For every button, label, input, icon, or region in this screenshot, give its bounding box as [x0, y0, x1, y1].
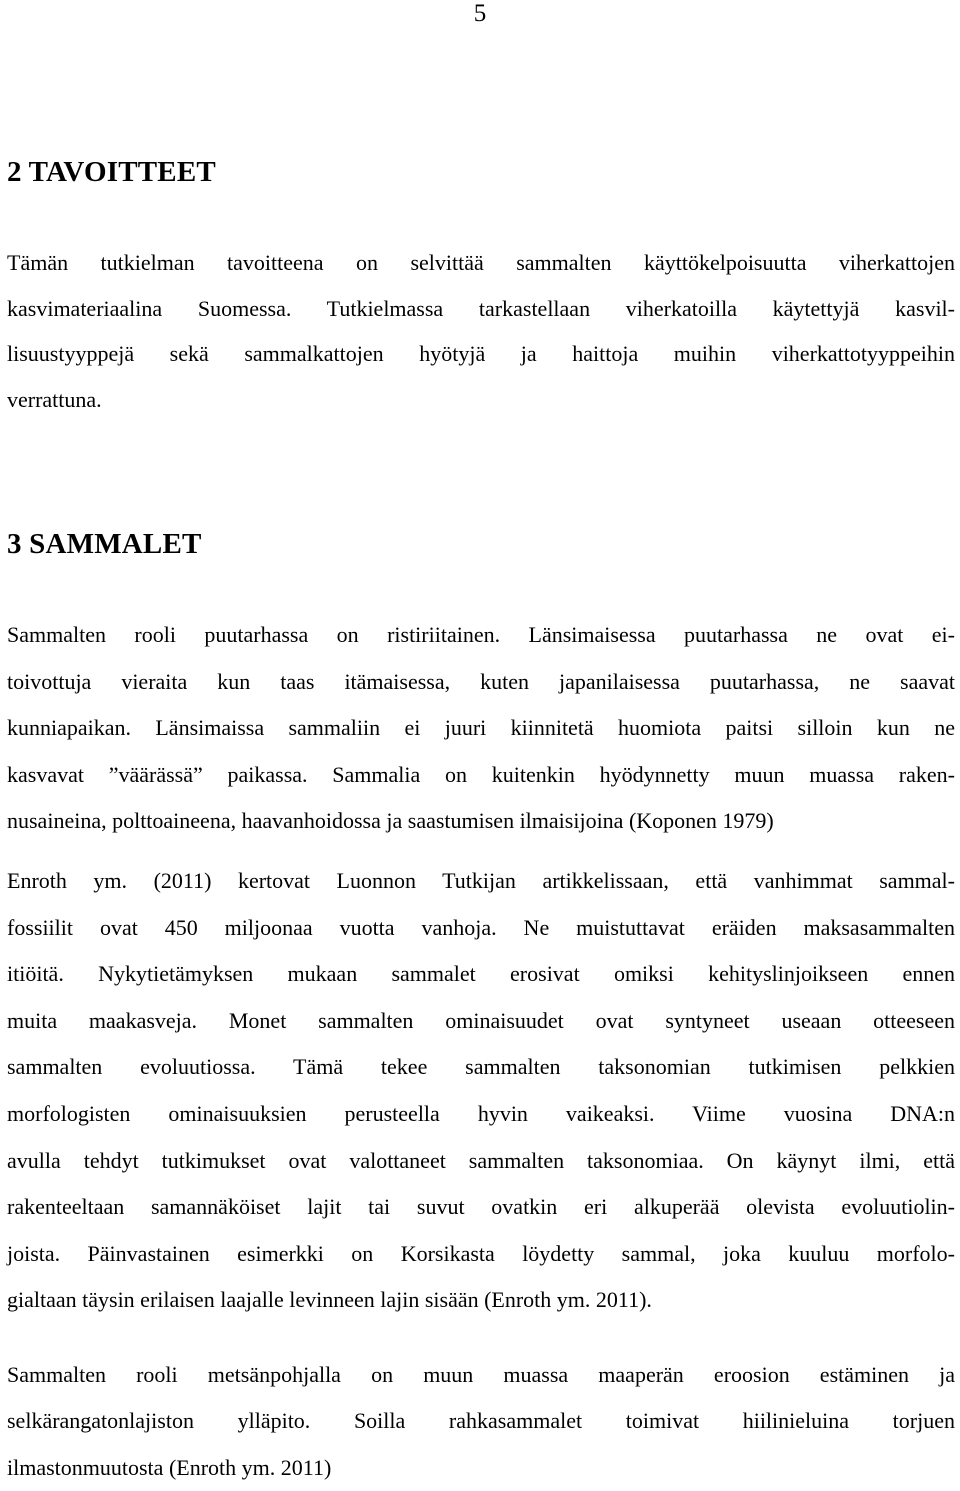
text-line: Enroth ym. (2011) kertovat Luonnon Tutkijan artikkelissaan, että vanhimmat sammal-: [7, 867, 955, 893]
text-line: gialtaan täysin erilaisen laajalle levinneen lajin sisään (Enroth ym. 2011).: [7, 1287, 652, 1313]
text-line: verrattuna.: [7, 386, 102, 412]
text-line: sammalten evoluutiossa. Tämä tekee sammalten taksonomian tutkimisen pelkkien: [7, 1054, 955, 1080]
text-line: morfologisten ominaisuuksien perusteella hyvin vaikeaksi. Viime vuosina DNA:n: [7, 1100, 955, 1126]
page-number: 5: [473, 0, 487, 27]
paragraph-forest-role: [7, 1352, 955, 1491]
text-line: kasvimateriaalina Suomessa. Tutkielmassa tarkastellaan viherkatoilla käytettyjä kasvil-: [7, 295, 955, 321]
text-line: rakenteeltaan samannäköiset lajit tai suvut ovatkin eri alkuperää olevista evoluutiolin-: [7, 1194, 955, 1220]
text-line: joista. Päinvastainen esimerkki on Korsikasta löydetty sammal, joka kuuluu morfolo-: [7, 1240, 955, 1266]
paragraph-gap: [7, 845, 955, 858]
section-heading-sammalet: 3 SAMMALET: [7, 528, 202, 560]
text-line: ilmastonmuutosta (Enroth ym. 2011): [7, 1454, 332, 1480]
section-heading-tavoitteet: 2 TAVOITTEET: [7, 156, 216, 188]
text-line: nusaineina, polttoaineena, haavanhoidossa ja saastumisen ilmaisijoina (Koponen 1979): [7, 808, 774, 834]
text-line: Sammalten rooli metsänpohjalla on muun muassa maaperän eroosion estäminen ja: [7, 1362, 955, 1387]
paragraph-tavoitteet: [7, 240, 955, 422]
text-line: kasvavat ”väärässä” paikassa. Sammalia on kuitenkin hyödynnetty muun muassa raken-: [7, 761, 955, 787]
text-line: avulla tehdyt tutkimukset ovat valottaneet sammalten taksonomiaa. On käynyt ilmi, että: [7, 1147, 955, 1173]
text-line: muita maakasveja. Monet sammalten ominaisuudet ovat syntyneet useaan otteeseen: [7, 1007, 955, 1033]
text-line: selkärangatonlajiston ylläpito. Soilla rahkasammalet toimivat hiilinieluina torjuen: [7, 1408, 955, 1434]
text-line: Tämän tutkielman tavoitteena on selvittää sammalten käyttökelpoisuutta viherkattojen: [7, 250, 955, 275]
text-line: Sammalten rooli puutarhassa on ristiriitainen. Länsimaisessa puutarhassa ne ovat ei-: [7, 622, 955, 647]
text-line: lisuustyyppejä sekä sammalkattojen hyötyjä ja haittoja muihin viherkattotyyppeihin: [7, 341, 955, 367]
paragraph-sammalet-role: [7, 612, 955, 1324]
text-line: toivottuja vieraita kun taas itämaisessa, kuten japanilaisessa puutarhassa, ne saavat: [7, 668, 955, 694]
text-line: kunniapaikan. Länsimaissa sammaliin ei juuri kiinnitetä huomiota paitsi silloin kun ne: [7, 715, 955, 741]
text-line: fossiilit ovat 450 miljoonaa vuotta vanhoja. Ne muistuttavat eräiden maksasammalten: [7, 914, 955, 940]
text-line: itiöitä. Nykytietämyksen mukaan sammalet erosivat omiksi kehityslinjoikseen ennen: [7, 961, 955, 987]
